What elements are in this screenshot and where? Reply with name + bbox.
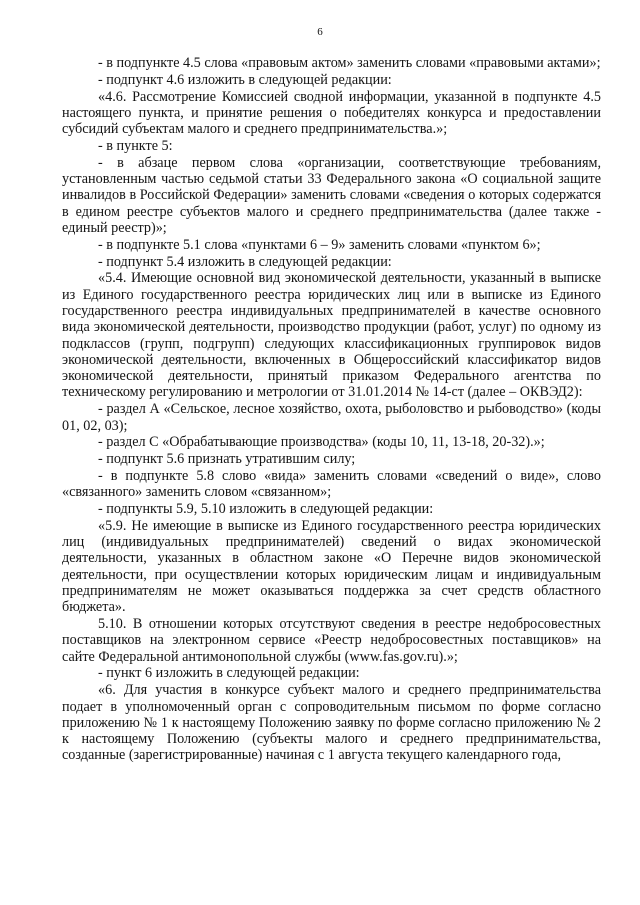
- paragraph-point-5-intro: - в пункте 5:: [98, 137, 173, 154]
- paragraph-section-c: - раздел С «Обрабатывающие производства» (коды 10, 11, 13-18, 20-32).»;: [98, 434, 545, 451]
- paragraph-subpoints-5-9-5-10-intro: - подпункты 5.9, 5.10 изложить в следующей редакции:: [98, 501, 434, 518]
- paragraph-subpoint-5-4-intro: - подпункт 5.4 изложить в следующей редакции:: [98, 253, 392, 270]
- document-body: [62, 55, 601, 764]
- paragraph-subpoint-5-6: - подпункт 5.6 признать утратившим силу;: [98, 451, 356, 468]
- paragraph-point-6-text: «6. Для участия в конкурсе субъект малого и среднего предпринимательства подает в уполномоченный орган с сопроводительным письмом по форме согласно приложению № 1 к настоящему Положению заявку по форме согласно приложению № 2 к настоящему Положению (субъекты малого и среднего предпринимательства, созданные (зарегистрированные) начиная с 1 августа текущего календарного года,: [62, 682, 601, 764]
- paragraph-subpoint-5-9-text: «5.9. Не имеющие в выписке из Единого государственного реестра юридических лиц (индивидуальных предпринимателей) сведений о видах экономической деятельности, указанных в областном законе «О Перечне видов экономической деятельности, при осуществлении которых юридическим лицам и индивидуальным предпринимателям не может оказываться поддержка за счет средств областного бюджета».: [62, 517, 601, 616]
- paragraph-subpoint-4-6-text: «4.6. Рассмотрение Комиссией сводной информации, указанной в подпункте 4.5 настоящего пункта, и принятие решения о победителях конкурса и предоставлении субсидий субъектам малого и среднего предпринимательства.»;: [62, 88, 601, 138]
- paragraph-subpoint-5-10-text: 5.10. В отношении которых отсутствуют сведения в реестре недобросовестных поставщиков на электронном сервисе «Реестр недобросовестных поставщиков» на сайте Федеральной антимонопольной службы (www.fas.gov.ru).»;: [62, 616, 601, 665]
- paragraph-point-6-intro: - пункт 6 изложить в следующей редакции:: [98, 665, 360, 682]
- paragraph-amend-4-5: - в подпункте 4.5 слова «правовым актом» заменить словами «правовыми актами»;: [98, 55, 601, 71]
- paragraph-section-a: - раздел А «Сельское, лесное хозяйство, охота, рыболовство и рыбоводство» (коды 01, 02, 03);: [62, 401, 601, 434]
- paragraph-subpoint-5-4-text: «5.4. Имеющие основной вид экономической деятельности, указанный в выписке из Единого государственного реестра юридических лиц или в выписке из Единого государственного реестра индивидуальных предпринимателей в качестве основного вида экономической деятельности, производство продукции (работ, услуг) по одному из подклассов (групп, подгрупп) следующих классификационных группировок видов экономической деятельности, включенных в Общероссийский классификатор видов экономической деятельности, принятый приказом Федерального агентства по техническому регулированию и метрологии от 31.01.2014 № 14-ст (далее – ОКВЭД2):: [62, 270, 601, 401]
- paragraph-subpoint-5-8: - в подпункте 5.8 слово «вида» заменить словами «сведений о виде», слово «связанного» заменить словом «связанном»;: [62, 467, 601, 501]
- page-number: 6: [317, 26, 323, 38]
- paragraph-subpoint-5-1: - в подпункте 5.1 слова «пунктами 6 – 9» заменить словами «пунктом 6»;: [98, 236, 541, 253]
- paragraph-point-5-first-paragraph: - в абзаце первом слова «организации, соответствующие требованиям, установленным частью седьмой статьи 33 Федерального закона «О социальной защите инвалидов в Российской Федерации» заменить словами «сведения о которых содержатся в едином реестре субъектов малого и среднего предпринимательства (далее также - единый реестр)»;: [62, 154, 601, 236]
- paragraph-subpoint-4-6-intro: - подпункт 4.6 изложить в следующей редакции:: [98, 71, 392, 88]
